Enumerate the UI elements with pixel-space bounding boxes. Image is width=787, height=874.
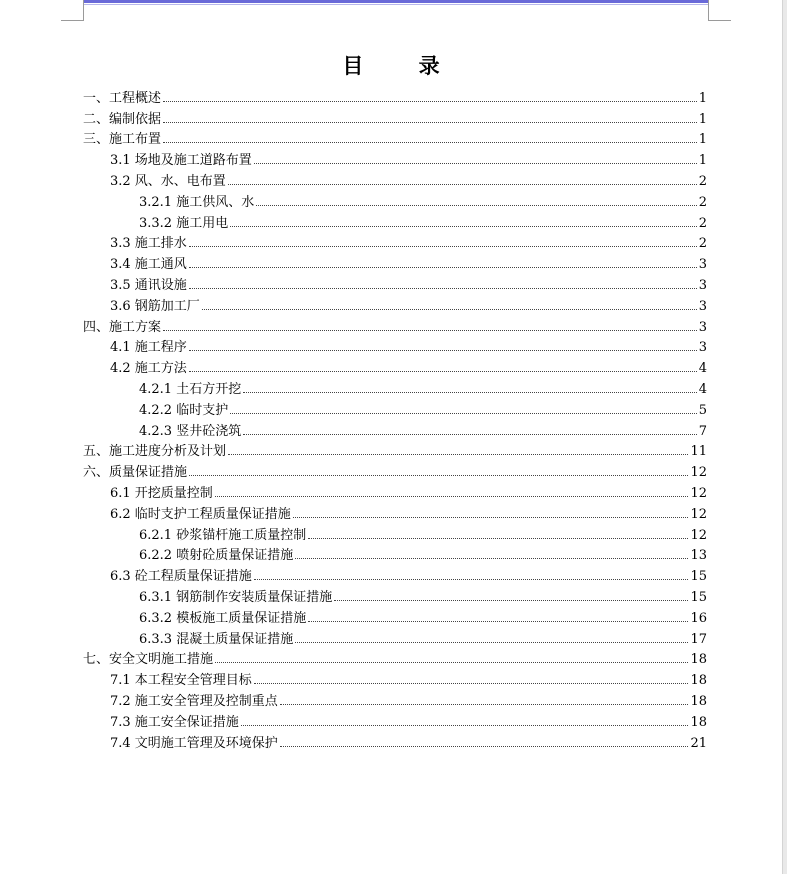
toc-entry-page-number: 4 (698, 381, 707, 397)
toc-entry-page-number: 15 (690, 589, 707, 605)
toc-leader-dots (202, 308, 697, 310)
toc-entry-label: 6.3.3 混凝土质量保证措施 (139, 631, 294, 647)
toc-leader-dots (189, 245, 697, 247)
toc-entry-page-number: 2 (698, 194, 707, 210)
toc-leader-dots (189, 474, 688, 476)
toc-entry-page-number: 12 (690, 527, 707, 543)
toc-entry[interactable] (83, 231, 707, 252)
toc-leader-dots (189, 370, 697, 372)
toc-entry-label: 3.6 钢筋加工厂 (110, 298, 200, 314)
toc-entry-label: 4.2 施工方法 (110, 361, 187, 377)
toc-leader-dots (230, 225, 697, 227)
toc-entry-label: 7.1 本工程安全管理目标 (110, 673, 252, 689)
table-of-contents (83, 85, 707, 751)
toc-entry-label: 3.2.1 施工供风、水 (139, 194, 255, 210)
toc-entry[interactable] (83, 709, 707, 730)
toc-leader-dots (254, 162, 697, 164)
toc-entry[interactable] (83, 147, 707, 168)
toc-entry[interactable] (83, 293, 707, 314)
toc-leader-dots (280, 703, 689, 705)
toc-entry-page-number: 21 (690, 735, 707, 751)
toc-leader-dots (293, 516, 689, 518)
toc-entry-page-number: 12 (690, 465, 707, 481)
toc-entry[interactable] (83, 501, 707, 522)
toc-leader-dots (230, 412, 697, 414)
toc-entry-page-number: 12 (690, 485, 707, 501)
toc-entry-page-number: 16 (690, 610, 707, 626)
header-rule-thin (84, 4, 708, 5)
toc-entry-label: 六、质量保证措施 (83, 465, 188, 481)
toc-entry-label: 七、安全文明施工措施 (83, 652, 214, 668)
toc-entry[interactable] (83, 210, 707, 231)
toc-leader-dots (163, 141, 697, 143)
toc-entry-page-number: 5 (698, 402, 707, 418)
toc-entry-page-number: 3 (698, 319, 707, 335)
toc-leader-dots (280, 745, 689, 747)
toc-entry-page-number: 17 (690, 631, 707, 647)
toc-leader-dots (215, 495, 689, 497)
page-corner-mark-top-left (61, 0, 84, 21)
toc-entry[interactable] (83, 667, 707, 688)
toc-entry-page-number: 3 (698, 340, 707, 356)
toc-entry-label: 三、施工布置 (83, 132, 162, 148)
toc-entry-label: 4.2.1 土石方开挖 (139, 381, 242, 397)
toc-entry[interactable] (83, 355, 707, 376)
toc-entry-label: 7.2 施工安全管理及控制重点 (110, 693, 278, 709)
toc-entry[interactable] (83, 584, 707, 605)
toc-entry[interactable] (83, 397, 707, 418)
toc-entry-label: 4.2.3 竖井砼浇筑 (139, 423, 242, 439)
toc-entry-label: 3.4 施工通风 (110, 257, 187, 273)
toc-entry-label: 3.1 场地及施工道路布置 (110, 153, 252, 169)
toc-entry-page-number: 12 (690, 506, 707, 522)
toc-leader-dots (308, 537, 688, 539)
toc-leader-dots (163, 100, 697, 102)
toc-entry-label: 3.3 施工排水 (110, 236, 187, 252)
toc-leader-dots (308, 620, 688, 622)
toc-entry-label: 6.3.1 钢筋制作安装质量保证措施 (139, 589, 333, 605)
toc-entry-label: 6.1 开挖质量控制 (110, 485, 213, 501)
toc-entry[interactable] (83, 626, 707, 647)
toc-entry-page-number: 1 (698, 111, 707, 127)
toc-entry-page-number: 18 (690, 693, 707, 709)
toc-leader-dots (256, 204, 697, 206)
toc-entry-label: 3.3.2 施工用电 (139, 215, 229, 231)
page-corner-mark-top-right (708, 0, 731, 21)
toc-entry[interactable] (83, 85, 707, 106)
toc-entry-page-number: 18 (690, 714, 707, 730)
window-right-gutter (782, 0, 787, 874)
toc-entry-page-number: 13 (690, 548, 707, 564)
toc-entry-label: 6.3 砼工程质量保证措施 (110, 569, 252, 585)
toc-entry-page-number: 4 (698, 361, 707, 377)
toc-entry-page-number: 3 (698, 257, 707, 273)
toc-leader-dots (243, 391, 697, 393)
toc-entry[interactable] (83, 168, 707, 189)
toc-entry-label: 4.1 施工程序 (110, 340, 187, 356)
toc-entry-page-number: 3 (698, 298, 707, 314)
toc-entry-label: 3.5 通讯设施 (110, 277, 187, 293)
toc-entry-page-number: 1 (698, 153, 707, 169)
toc-entry[interactable] (83, 439, 707, 460)
toc-leader-dots (189, 349, 697, 351)
toc-entry[interactable] (83, 106, 707, 127)
toc-leader-dots (295, 641, 688, 643)
header-rule (84, 0, 708, 3)
toc-entry[interactable] (83, 418, 707, 439)
toc-entry-label: 一、工程概述 (83, 90, 162, 106)
toc-entry[interactable] (83, 335, 707, 356)
toc-entry[interactable] (83, 189, 707, 210)
toc-title: 目 录 (342, 53, 464, 78)
toc-leader-dots (334, 599, 688, 601)
toc-leader-dots (254, 578, 689, 580)
toc-leader-dots (243, 433, 697, 435)
toc-entry-label: 7.3 施工安全保证措施 (110, 714, 239, 730)
toc-leader-dots (241, 724, 689, 726)
toc-entry-page-number: 3 (698, 277, 707, 293)
toc-entry-label: 6.3.2 模板施工质量保证措施 (139, 610, 307, 626)
toc-entry-page-number: 2 (698, 236, 707, 252)
toc-entry[interactable] (83, 605, 707, 626)
toc-entry[interactable] (83, 127, 707, 148)
toc-entry-label: 7.4 文明施工管理及环境保护 (110, 735, 278, 751)
toc-leader-dots (254, 682, 689, 684)
toc-entry-label: 4.2.2 临时支护 (139, 402, 229, 418)
toc-entry-label: 二、编制依据 (83, 111, 162, 127)
toc-leader-dots (228, 183, 697, 185)
toc-leader-dots (189, 266, 697, 268)
toc-entry[interactable] (83, 522, 707, 543)
toc-leader-dots (228, 453, 688, 455)
toc-entry-page-number: 1 (698, 90, 707, 106)
toc-entry-page-number: 18 (690, 673, 707, 689)
toc-entry-label: 3.2 风、水、电布置 (110, 173, 226, 189)
toc-entry[interactable] (83, 459, 707, 480)
toc-entry-page-number: 11 (690, 444, 707, 460)
toc-entry[interactable] (83, 563, 707, 584)
toc-leader-dots (215, 661, 688, 663)
toc-entry-page-number: 2 (698, 173, 707, 189)
toc-entry[interactable] (83, 688, 707, 709)
toc-entry-page-number: 18 (690, 652, 707, 668)
toc-entry[interactable] (83, 647, 707, 668)
toc-entry[interactable] (83, 376, 707, 397)
toc-entry[interactable] (83, 272, 707, 293)
toc-entry-label: 五、施工进度分析及计划 (83, 444, 227, 460)
toc-entry[interactable] (83, 480, 707, 501)
toc-entry-page-number: 15 (690, 569, 707, 585)
toc-entry-label: 6.2.2 喷射砼质量保证措施 (139, 548, 294, 564)
toc-entry[interactable] (83, 543, 707, 564)
toc-entry[interactable] (83, 251, 707, 272)
toc-entry[interactable] (83, 314, 707, 335)
toc-entry-page-number: 7 (698, 423, 707, 439)
toc-leader-dots (189, 287, 697, 289)
toc-leader-dots (163, 121, 697, 123)
toc-entry[interactable] (83, 730, 707, 751)
toc-entry-page-number: 2 (698, 215, 707, 231)
toc-leader-dots (295, 557, 688, 559)
toc-entry-label: 四、施工方案 (83, 319, 162, 335)
toc-entry-page-number: 1 (698, 132, 707, 148)
toc-leader-dots (163, 329, 697, 331)
toc-entry-label: 6.2 临时支护工程质量保证措施 (110, 506, 291, 522)
toc-entry-label: 6.2.1 砂浆锚杆施工质量控制 (139, 527, 307, 543)
